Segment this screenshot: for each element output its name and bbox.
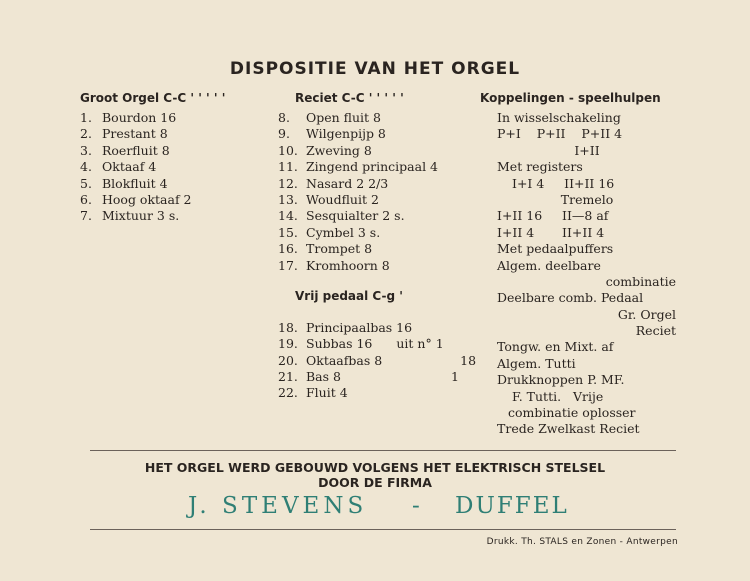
list-item: [278, 110, 476, 126]
stop-number: 1.: [80, 110, 92, 125]
firm-dash: -: [412, 493, 420, 519]
groot-orgel-heading: Groot Orgel C-C ' ' ' ' ': [80, 91, 226, 105]
list-item: P+I P+II P+II 4: [497, 126, 623, 142]
stop-name: Blokfluit 4: [102, 175, 168, 191]
stop-number: 8.: [278, 110, 290, 125]
stop-name: Hoog oktaaf 2: [102, 191, 192, 207]
list-item: Met registers: [497, 159, 583, 175]
transmission-note: uit n° 1: [396, 336, 444, 352]
list-item: [278, 241, 476, 257]
divider-top: [90, 450, 676, 451]
groot-orgel-list: [80, 110, 225, 225]
koppelingen-heading: Koppelingen - speelhulpen: [480, 91, 661, 105]
stop-number: 10.: [278, 142, 298, 158]
list-item: [80, 176, 225, 192]
stop-name: Principaalbas 16: [306, 319, 413, 335]
stop-name: Bas 8: [306, 369, 341, 385]
stop-name: Bourdon 16: [102, 110, 177, 125]
list-item: combinatie: [605, 273, 676, 289]
list-item: Drukknoppen P. MF.: [497, 372, 625, 388]
list-item: Trede Zwelkast Reciet: [497, 421, 640, 437]
stop-name: Subbas 16: [306, 336, 373, 352]
stop-number: 12.: [278, 175, 298, 191]
stop-number: 9.: [278, 126, 290, 142]
list-item: I+I 4 II+II 16: [512, 175, 615, 191]
stop-number: 20.: [278, 352, 298, 368]
list-item: [80, 110, 225, 126]
reciet-column: [278, 88, 476, 402]
list-item: [80, 126, 225, 142]
transmission-note: 1: [450, 369, 459, 385]
stop-name: Kromhoorn 8: [306, 257, 390, 273]
vrij-pedaal-heading: Vrij pedaal C-g ': [295, 288, 403, 303]
list-item: F. Tutti. Vrije: [512, 388, 604, 404]
list-item: Tongw. en Mixt. af: [497, 339, 614, 355]
stop-name: Trompet 8: [306, 241, 373, 257]
stop-number: 7.: [80, 208, 92, 224]
list-item: [278, 320, 476, 336]
list-item: [278, 225, 476, 241]
stop-name: Nasard 2 2/3: [306, 175, 389, 191]
firm-city: DUFFEL: [455, 493, 569, 519]
groot-orgel-column: [80, 88, 225, 225]
stop-name: Zingend principaal 4: [306, 159, 439, 175]
list-item: combinatie oplosser: [508, 405, 636, 421]
list-item: Met pedaalpuffers: [497, 241, 614, 257]
list-item: [278, 208, 476, 224]
stop-number: 13.: [278, 191, 298, 207]
stop-name: Roerfluit 8: [102, 142, 170, 158]
stop-number: 14.: [278, 208, 298, 224]
koppelingen-list: [480, 110, 677, 438]
built-by-line-2: DOOR DE FIRMA: [318, 475, 432, 490]
stop-number: 17.: [278, 257, 298, 273]
list-item: [278, 353, 476, 369]
list-item: [80, 208, 225, 224]
stop-number: 16.: [278, 241, 298, 257]
list-item: [278, 126, 476, 142]
list-item: In wisselschakeling: [497, 110, 621, 125]
stop-number: 2.: [80, 126, 92, 142]
list-item: [278, 336, 476, 352]
page-title: DISPOSITIE VAN HET ORGEL: [229, 59, 521, 79]
stop-number: 4.: [80, 159, 92, 175]
reciet-heading: Reciet C-C ' ' ' ' ': [295, 91, 404, 105]
transmission-note: 18: [460, 352, 477, 368]
list-item: [278, 159, 476, 175]
list-item: Deelbare comb. Pedaal: [497, 290, 644, 306]
koppelingen-column: [480, 88, 677, 438]
stop-number: 21.: [278, 369, 298, 385]
list-item: Reciet: [635, 323, 676, 339]
stop-name: Open fluit 8: [306, 110, 382, 125]
stop-name: Prestant 8: [102, 126, 168, 142]
list-item: Algem. Tutti: [497, 355, 576, 371]
printer-credit: Drukk. Th. STALS en Zonen - Antwerpen: [486, 537, 678, 547]
firm-name: J. STEVENS: [188, 493, 368, 519]
stop-name: Cymbel 3 s.: [306, 224, 381, 240]
list-item: [278, 192, 476, 208]
stop-number: 5.: [80, 175, 92, 191]
list-item: I+II 4 II+II 4: [497, 224, 605, 240]
stop-name: Zweving 8: [306, 142, 372, 158]
list-item: [80, 192, 225, 208]
stop-number: 3.: [80, 142, 92, 158]
stop-name: Wilgenpijp 8: [306, 126, 386, 142]
list-item: Gr. Orgel: [617, 306, 676, 322]
list-item: I+II 16 II—8 af: [497, 208, 609, 224]
list-item: [80, 159, 225, 175]
stop-number: 18.: [278, 319, 298, 335]
list-item: [80, 143, 225, 159]
stop-name: Oktaafbas 8: [306, 352, 383, 368]
stop-number: 6.: [80, 191, 92, 207]
list-item: I+II: [574, 142, 600, 158]
vrij-pedaal-list: [278, 320, 476, 402]
stop-name: Woudfluit 2: [306, 191, 379, 207]
list-item: Tremelo: [560, 191, 614, 207]
list-item: [278, 385, 476, 401]
stop-name: Fluit 4: [306, 385, 348, 401]
stop-number: 19.: [278, 336, 298, 352]
list-item: [278, 369, 476, 385]
stop-number: 15.: [278, 224, 298, 240]
reciet-list: [278, 110, 476, 274]
list-item: [278, 143, 476, 159]
stop-name: Oktaaf 4: [102, 159, 157, 175]
stop-number: 11.: [278, 159, 298, 175]
list-item: [278, 258, 476, 274]
stop-name: Sesquialter 2 s.: [306, 208, 405, 224]
stop-number: 22.: [278, 385, 298, 401]
divider-bottom: [90, 529, 676, 530]
built-by-line-1: HET ORGEL WERD GEBOUWD VOLGENS HET ELEKTRISCH STELSEL: [144, 460, 606, 475]
stop-name: Mixtuur 3 s.: [102, 208, 180, 224]
list-item: [278, 176, 476, 192]
list-item: Algem. deelbare: [497, 257, 601, 273]
